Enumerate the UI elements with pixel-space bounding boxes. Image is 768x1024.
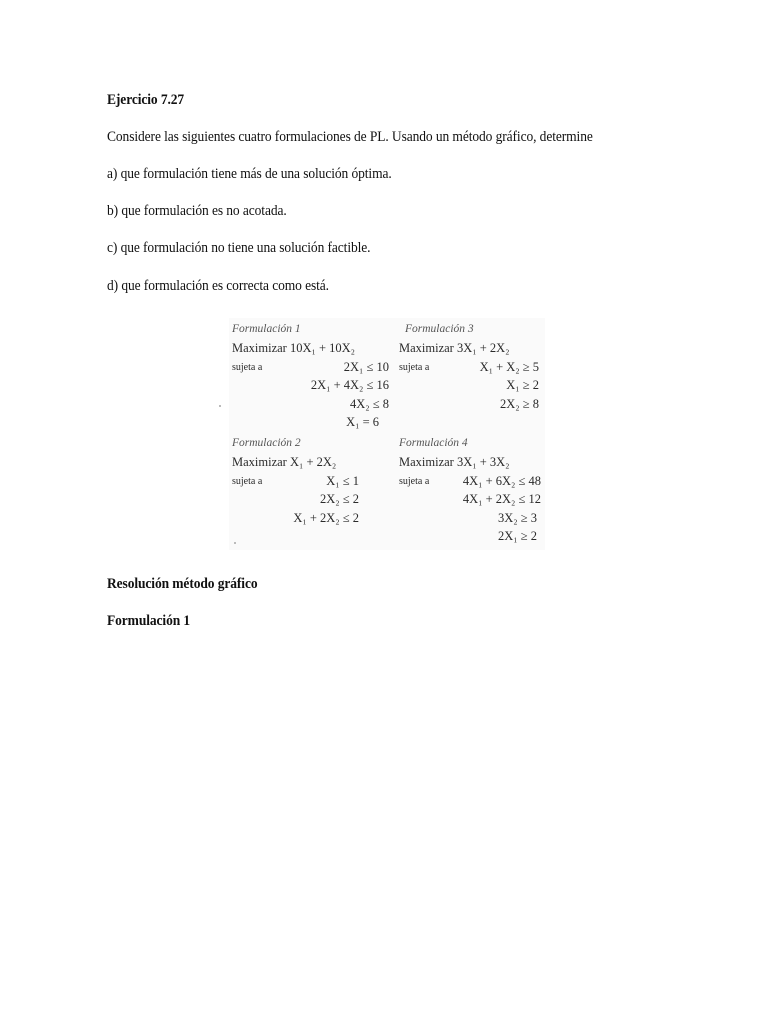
- formulation-1-objective: Maximizar 10X₁ + 10X₂: [232, 341, 356, 355]
- exercise-heading: Ejercicio 7.27: [107, 92, 185, 108]
- formulation-4-constraint-3: 3X₂ ≥ 3: [498, 511, 537, 525]
- formulation-3-constraint-1: X₁ + X₂ ≥ 5: [479, 360, 539, 374]
- formulation-4-title: Formulación 4: [399, 437, 468, 449]
- intro-paragraph: Considere las siguientes cuatro formulaciones de PL. Usando un método gráfico, determine: [107, 129, 593, 145]
- item-d: d) que formulación es correcta como está.: [107, 278, 329, 294]
- item-b: b) que formulación es no acotada.: [107, 203, 287, 219]
- item-a: a) que formulación tiene más de una solución óptima.: [107, 166, 392, 182]
- item-c: c) que formulación no tiene una solución factible.: [107, 240, 371, 256]
- subsection-heading: Formulación 1: [107, 613, 191, 629]
- formulations-figure: [229, 318, 545, 550]
- formulation-1-constraint-1: 2X₁ ≤ 10: [343, 360, 389, 374]
- formulation-2-title: Formulación 2: [232, 437, 301, 449]
- formulation-3-constraint-2: X₁ ≥ 2: [506, 378, 539, 392]
- formulation-1-constraint-4: X₁ = 6: [346, 415, 379, 429]
- formulation-4-subject-label: sujeta a: [399, 476, 430, 487]
- formulation-4-constraint-1: 4X₁ + 6X₂ ≤ 48: [462, 474, 541, 488]
- formulation-2-objective: Maximizar X₁ + 2X₂: [232, 455, 337, 469]
- formulation-1-constraint-2: 2X₁ + 4X₂ ≤ 16: [310, 378, 389, 392]
- formulation-3-constraint-3: 2X₂ ≥ 8: [500, 397, 539, 411]
- formulation-4-constraint-2: 4X₁ + 2X₂ ≤ 12: [462, 492, 541, 506]
- formulation-2-constraint-2: 2X₂ ≤ 2: [320, 492, 359, 506]
- formulation-4-constraint-4: 2X₁ ≥ 2: [498, 529, 537, 543]
- formulation-3-objective: Maximizar 3X₁ + 2X₂: [399, 341, 510, 355]
- formulation-1-constraint-3: 4X₂ ≤ 8: [350, 397, 389, 411]
- section-heading: Resolución método gráfico: [107, 576, 258, 592]
- formulation-4-objective: Maximizar 3X₁ + 3X₂: [399, 455, 510, 469]
- formulation-2-constraint-1: X₁ ≤ 1: [326, 474, 359, 488]
- formulation-2-constraint-3: X₁ + 2X₂ ≤ 2: [293, 511, 359, 525]
- formulation-2-subject-label: sujeta a: [232, 476, 263, 487]
- formulation-1-subject-label: sujeta a: [232, 362, 263, 373]
- formulation-3-title: Formulación 3: [405, 323, 474, 335]
- formulation-3-subject-label: sujeta a: [399, 362, 430, 373]
- formulation-1-title: Formulación 1: [232, 323, 301, 335]
